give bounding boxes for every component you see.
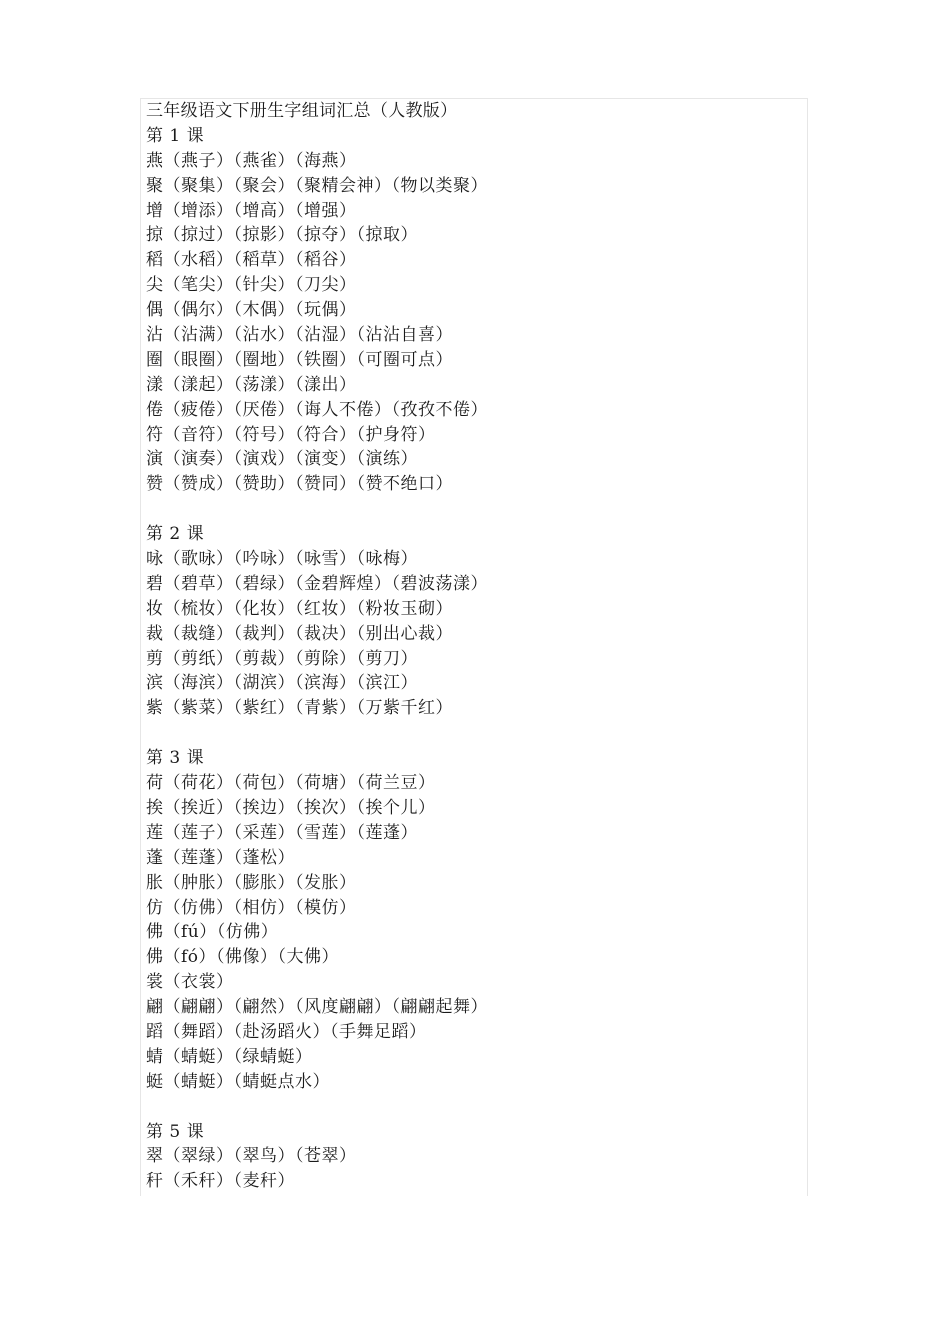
word-row: 裳（衣裳） <box>146 972 234 993</box>
word-row: 蜻（蜻蜓）（绿蜻蜓） <box>146 1046 313 1067</box>
word-row: 尖（笔尖）（针尖）（刀尖） <box>146 275 357 296</box>
word-row: 仿（仿佛）（相仿）（模仿） <box>146 897 357 918</box>
document-page <box>140 98 808 1196</box>
section-heading: 第 5 课 <box>146 1121 205 1142</box>
word-row: 赞（赞成）（赞助）（赞同）（赞不绝口） <box>146 474 453 495</box>
section-heading: 第 3 课 <box>146 748 205 769</box>
word-row: 漾（漾起）（荡漾）（漾出） <box>146 374 357 395</box>
section-heading: 第 2 课 <box>146 524 205 545</box>
word-row: 沾（沾满）（沾水）（沾湿）（沾沾自喜） <box>146 325 453 346</box>
document-content <box>146 99 803 1194</box>
word-row: 佛（fó）（佛像）（大佛） <box>146 947 340 968</box>
word-row: 偶（偶尔）（木偶）（玩偶） <box>146 300 357 321</box>
word-row: 佛（fú）（仿佛） <box>146 922 279 943</box>
word-row: 符（音符）（符号）（符合）（护身符） <box>146 424 436 445</box>
section-spacer <box>146 497 803 522</box>
section-spacer <box>146 721 803 746</box>
word-row: 碧（碧草）（碧绿）（金碧辉煌）（碧波荡漾） <box>146 573 488 594</box>
word-row: 秆（禾秆）（麦秆） <box>146 1171 295 1192</box>
word-row: 稻（水稻）（稻草）（稻谷） <box>146 250 357 271</box>
word-row: 蓬（莲蓬）（蓬松） <box>146 847 295 868</box>
word-row: 聚（聚集）（聚会）（聚精会神）（物以类聚） <box>146 175 488 196</box>
word-row: 蜓（蜻蜓）（蜻蜓点水） <box>146 1071 330 1092</box>
word-row: 剪（剪纸）（剪裁）（剪除）（剪刀） <box>146 648 418 669</box>
word-row: 胀（肿胀）（膨胀）（发胀） <box>146 872 357 893</box>
word-row: 演（演奏）（演戏）（演变）（演练） <box>146 449 418 470</box>
word-row: 裁（裁缝）（裁判）（裁决）（别出心裁） <box>146 623 453 644</box>
word-row: 翩（翩翩）（翩然）（风度翩翩）（翩翩起舞） <box>146 997 488 1018</box>
word-row: 掠（掠过）（掠影）（掠夺）（掠取） <box>146 225 418 246</box>
word-row: 翠（翠绿）（翠鸟）（苍翠） <box>146 1146 357 1167</box>
word-row: 燕（燕子）（燕雀）（海燕） <box>146 150 357 171</box>
word-row: 蹈（舞蹈）（赴汤蹈火）（手舞足蹈） <box>146 1021 427 1042</box>
word-row: 紫（紫菜）（紫红）（青紫）（万紫千红） <box>146 698 453 719</box>
word-row: 荷（荷花）（荷包）（荷塘）（荷兰豆） <box>146 773 436 794</box>
word-row: 妆（梳妆）（化妆）（红妆）（粉妆玉砌） <box>146 598 453 619</box>
word-row: 倦（疲倦）（厌倦）（诲人不倦）（孜孜不倦） <box>146 399 488 420</box>
word-row: 咏（歌咏）（吟咏）（咏雪）（咏梅） <box>146 549 418 570</box>
section-spacer <box>146 1095 803 1120</box>
document-title: 三年级语文下册生字组词汇总（人教版） <box>146 101 458 121</box>
section-heading: 第 1 课 <box>146 125 205 146</box>
word-row: 莲（莲子）（采莲）（雪莲）（莲蓬） <box>146 822 418 843</box>
word-row: 挨（挨近）（挨边）（挨次）（挨个儿） <box>146 797 436 818</box>
word-row: 圈（眼圈）（圈地）（铁圈）（可圈可点） <box>146 349 453 370</box>
word-row: 滨（海滨）（湖滨）（滨海）（滨江） <box>146 673 418 694</box>
word-row: 增（增添）（增高）（增强） <box>146 200 357 221</box>
